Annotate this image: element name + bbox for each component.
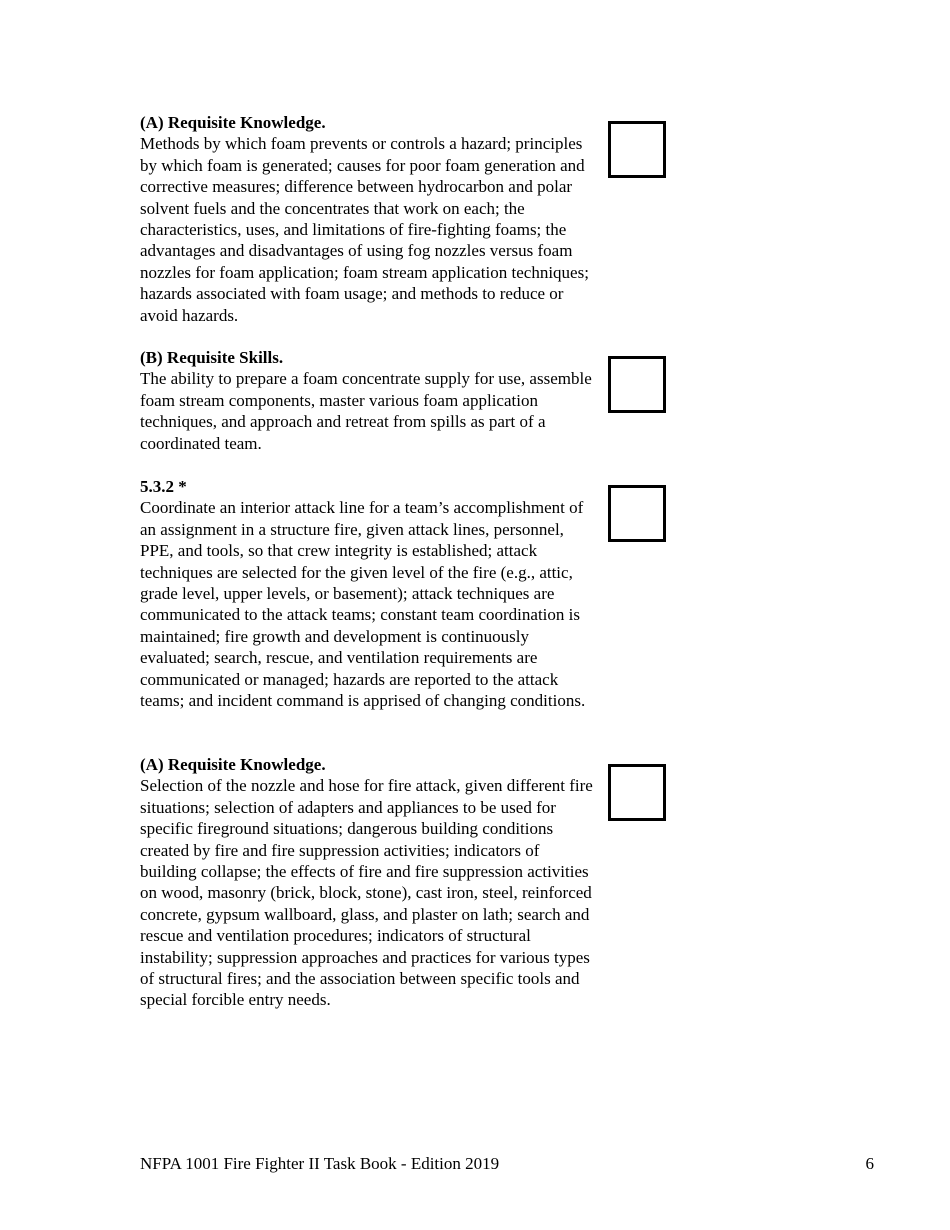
section-text: Coordinate an interior attack line for a team’s accomplishment of an assignment in a structure fire, given attack lines, personnel, PPE, and tools, so that crew integrity is established; attack techniques are selected for the given level of the fire (e.g., attic, grade level, upper levels, or basement); attack techniques are communicated to the attack teams; constant team coordination is maintained; fire growth and development is continuously evaluated; search, rescue, and ventilation requirements are communicated or managed; hazards are reported to the attack teams; and incident command is apprised of changing conditions. [140, 498, 586, 711]
completion-checkbox-foam-knowledge[interactable] [608, 121, 666, 178]
section-attack-requisite-knowledge [140, 754, 600, 1011]
section-heading: (A) Requisite Knowledge. [140, 113, 326, 132]
footer-title: NFPA 1001 Fire Fighter II Task Book - Edition 2019 [140, 1154, 500, 1173]
section-heading: 5.3.2 * [140, 477, 187, 496]
section-5-3-2 [140, 476, 600, 711]
page-number: 6 [865, 1154, 874, 1173]
section-text: The ability to prepare a foam concentrate supply for use, assemble foam stream components, master various foam application techniques, and approach and retreat from spills as part of a coordinated team. [140, 369, 592, 453]
section-text: Methods by which foam prevents or controls a hazard; principles by which foam is generated; causes for poor foam generation and corrective measures; difference between hydrocarbon and polar solvent fuels and the concentrates that work on each; the characteristics, uses, and limitations of fire-fighting foams; the advantages and disadvantages of using fog nozzles versus foam nozzles for foam application; foam stream application techniques; hazards associated with foam usage; and methods to reduce or avoid hazards. [140, 134, 589, 325]
section-text: Selection of the nozzle and hose for fire attack, given different fire situations; selection of adapters and appliances to be used for specific fireground situations; dangerous building conditions created by fire and fire suppression activities; indicators of building collapse; the effects of fire and fire suppression activities on wood, masonry (brick, block, stone), cast iron, steel, reinforced concrete, gypsum wallboard, glass, and plaster on lath; search and rescue and ventilation procedures; indicators of structural instability; suppression approaches and practices for various types of structural fires; and the association between specific tools and special forcible entry needs. [140, 776, 593, 1010]
section-foam-requisite-knowledge [140, 112, 600, 326]
section-heading: (A) Requisite Knowledge. [140, 755, 326, 774]
section-heading: (B) Requisite Skills. [140, 348, 284, 367]
completion-checkbox-5-3-2[interactable] [608, 485, 666, 542]
completion-checkbox-attack-knowledge[interactable] [608, 764, 666, 821]
section-foam-requisite-skills [140, 347, 600, 454]
completion-checkbox-foam-skills[interactable] [608, 356, 666, 413]
